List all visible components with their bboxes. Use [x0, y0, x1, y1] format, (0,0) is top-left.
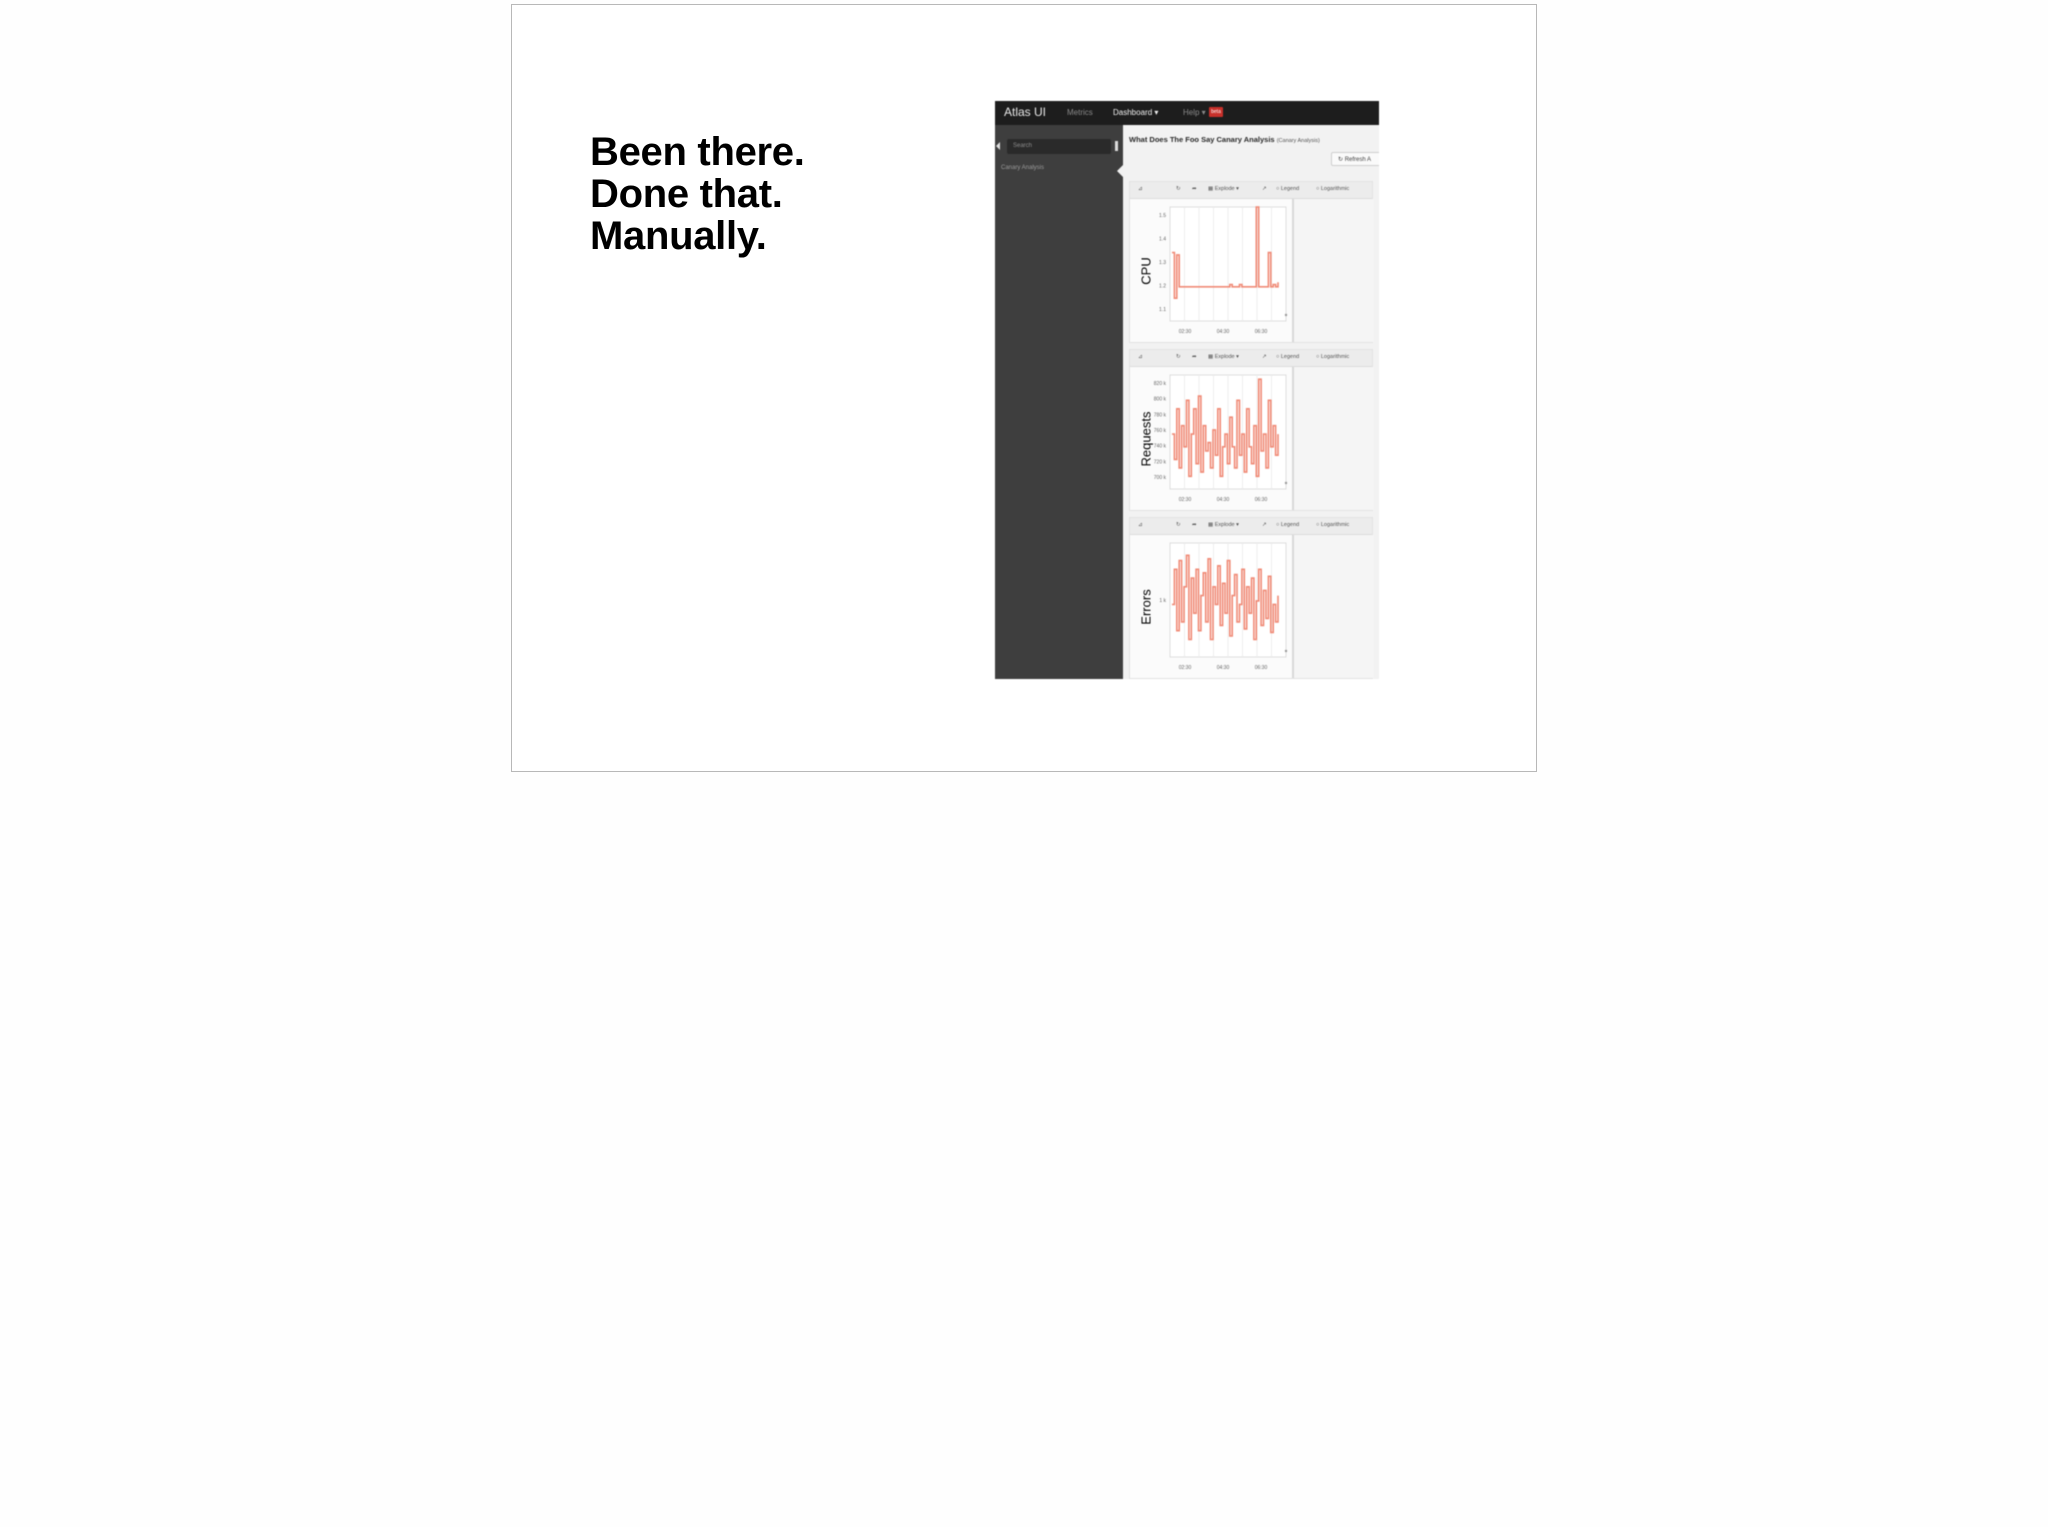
- y-tick-label: 800 k: [1153, 396, 1166, 403]
- y-tick-label: 1.2: [1159, 283, 1166, 290]
- chart-cpu: [1130, 199, 1292, 342]
- y-axis-label: CPU: [1138, 256, 1154, 285]
- legend-area: [1292, 367, 1374, 510]
- top-navbar: [995, 101, 1379, 125]
- chart-panel-cpu: [1129, 181, 1373, 343]
- reload-icon[interactable]: ↻: [1176, 354, 1181, 360]
- y-tick-label: 1.5: [1159, 213, 1166, 219]
- chart-panel-errors: [1129, 517, 1373, 679]
- line-chart-icon[interactable]: ↗: [1262, 354, 1267, 360]
- brand-logo[interactable]: Atlas UI: [1004, 105, 1047, 119]
- share-icon[interactable]: ➦: [1192, 186, 1197, 192]
- slide: [511, 4, 1537, 772]
- share-icon[interactable]: ➦: [1192, 354, 1197, 360]
- sidebar-search-input[interactable]: Search: [1007, 139, 1111, 154]
- resize-handle-icon[interactable]: [1285, 482, 1287, 484]
- y-tick-label: 1.3: [1159, 260, 1166, 266]
- panel-toolbar: [1130, 182, 1372, 199]
- beta-badge: beta: [1209, 107, 1223, 117]
- collapse-arrow-icon[interactable]: [996, 142, 1000, 150]
- legend-area: [1292, 535, 1374, 678]
- logarithmic-toggle[interactable]: ○ Logarithmic: [1316, 186, 1350, 192]
- y-tick-label: 820 k: [1153, 381, 1166, 387]
- explode-button[interactable]: ▦ Explode ▾: [1208, 522, 1239, 528]
- pointer-icon: [1117, 165, 1123, 177]
- x-tick-label: 06:30: [1254, 665, 1268, 671]
- y-tick-label: 720 k: [1153, 459, 1166, 466]
- y-axis-label: Errors: [1138, 588, 1154, 625]
- nav-metrics[interactable]: Metrics: [1067, 108, 1093, 117]
- y-tick-label: 1.4: [1159, 236, 1166, 243]
- logarithmic-toggle[interactable]: ○ Logarithmic: [1316, 522, 1350, 528]
- chart-icon: ⊿: [1138, 522, 1143, 528]
- chart-errors: [1130, 535, 1292, 678]
- refresh-button[interactable]: ↻ Refresh A: [1331, 152, 1379, 166]
- dashboard-title-text: What Does The Foo Say Canary Analysis: [1129, 135, 1275, 144]
- headline-line-3: Manually.: [590, 214, 767, 258]
- sidebar-handle-icon[interactable]: [1115, 141, 1118, 151]
- chart-requests: [1130, 367, 1292, 510]
- slide-headline: [590, 131, 805, 257]
- x-tick-label: 02:30: [1178, 497, 1192, 503]
- x-tick-label: 04:30: [1216, 497, 1230, 503]
- panel-body: [1130, 367, 1372, 510]
- panel-toolbar: [1130, 350, 1372, 367]
- x-tick-label: 02:30: [1178, 665, 1192, 671]
- x-tick-label: 04:30: [1216, 665, 1230, 671]
- legend-area: [1292, 199, 1374, 342]
- panel-body: [1130, 535, 1372, 678]
- nav-help[interactable]: Help ▾: [1183, 108, 1206, 117]
- legend-toggle[interactable]: ○ Legend: [1276, 354, 1300, 360]
- panel-toolbar: [1130, 518, 1372, 535]
- explode-button[interactable]: ▦ Explode ▾: [1208, 354, 1239, 360]
- resize-handle-icon[interactable]: [1285, 650, 1287, 652]
- sidebar-item-canary-analysis[interactable]: Canary Analysis: [1001, 165, 1045, 171]
- x-tick-label: 06:30: [1254, 497, 1268, 503]
- headline-line-1: Been there.: [590, 130, 805, 174]
- y-tick-label: 760 k: [1153, 428, 1166, 434]
- y-tick-label: 700 k: [1153, 475, 1166, 481]
- chart-panel-requests: [1129, 349, 1373, 511]
- nav-dashboard[interactable]: Dashboard ▾: [1113, 108, 1159, 117]
- x-tick-label: 02:30: [1178, 329, 1192, 335]
- y-tick-label: 1.1: [1159, 307, 1166, 313]
- chart-icon: ⊿: [1138, 186, 1143, 192]
- y-axis-label: Requests: [1138, 411, 1154, 466]
- dashboard-subtitle: (Canary Analysis): [1276, 138, 1320, 144]
- logarithmic-toggle[interactable]: ○ Logarithmic: [1316, 354, 1350, 360]
- share-icon[interactable]: ➦: [1192, 522, 1197, 528]
- x-tick-label: 06:30: [1254, 329, 1268, 335]
- panel-body: [1130, 199, 1372, 342]
- sidebar: [995, 125, 1123, 679]
- reload-icon[interactable]: ↻: [1176, 522, 1181, 528]
- headline-line-2: Done that.: [590, 172, 783, 216]
- line-chart-icon[interactable]: ↗: [1262, 186, 1267, 192]
- x-tick-label: 04:30: [1216, 329, 1230, 335]
- legend-toggle[interactable]: ○ Legend: [1276, 186, 1300, 192]
- explode-button[interactable]: ▦ Explode ▾: [1208, 186, 1239, 192]
- dashboard-main: [1123, 125, 1379, 679]
- chart-icon: ⊿: [1138, 354, 1143, 360]
- y-tick-label: 780 k: [1153, 412, 1166, 419]
- y-tick-label: 740 k: [1153, 443, 1166, 450]
- legend-toggle[interactable]: ○ Legend: [1276, 522, 1300, 528]
- reload-icon[interactable]: ↻: [1176, 186, 1181, 192]
- line-chart-icon[interactable]: ↗: [1262, 522, 1267, 528]
- dashboard-screenshot: [995, 101, 1379, 679]
- resize-handle-icon[interactable]: [1285, 314, 1287, 316]
- y-tick-label: 1 k: [1159, 598, 1166, 604]
- dashboard-title: [1129, 135, 1320, 144]
